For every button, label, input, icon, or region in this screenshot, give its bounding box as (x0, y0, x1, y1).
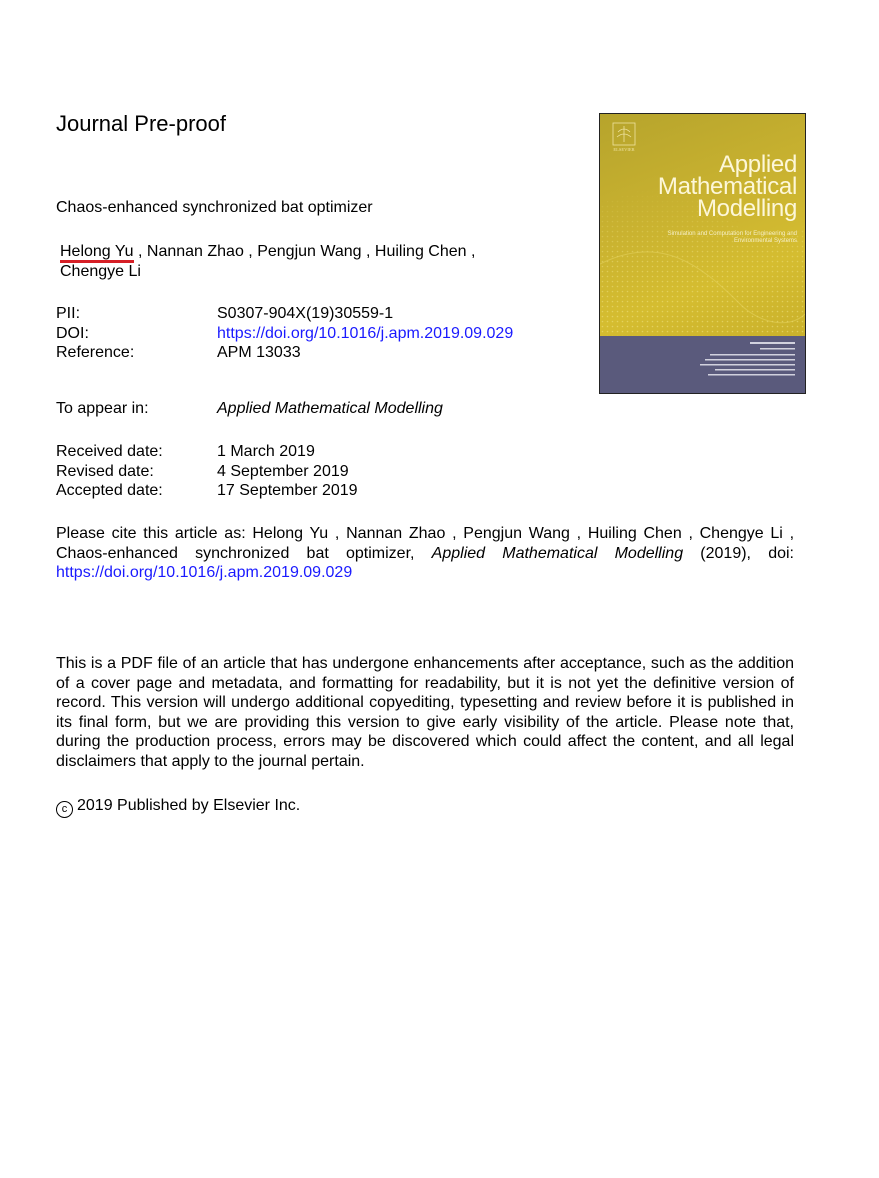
reference-value: APM 13033 (217, 344, 301, 361)
citation-author: Huiling Chen (587, 525, 682, 542)
revised-row (56, 462, 349, 482)
journal-cover-image (599, 113, 806, 394)
author-line-1 (60, 242, 510, 262)
doi-label: DOI: (56, 324, 89, 342)
author-name[interactable]: Chengye Li (60, 262, 141, 280)
received-label: Received date: (56, 443, 163, 460)
preproof-disclaimer: This is a PDF file of an article that has undergone enhancements after acceptance, such as the addition of a cover page and metadata, and formatting for readability, but it is not yet the definitive version of record. This version will undergo additional copyediting, typesetting and review before it is published in its final form, but we are providing this version to give early visibility of the article. Please note that, during the production process, errors may be discovered which could affect the content, and all legal disclaimers that apply to the journal pertain. (56, 655, 794, 770)
doi-row (56, 324, 513, 344)
accepted-row (56, 481, 358, 501)
received-row (56, 442, 315, 462)
author-separator: , (243, 243, 258, 260)
revised-label: Revised date: (56, 462, 154, 480)
citation-year-doi: (2019), doi: (700, 544, 794, 562)
appear-journal: Applied Mathematical Modelling (217, 400, 443, 417)
cover-title-line: Modelling (696, 195, 797, 222)
pii-row (56, 304, 393, 324)
author-name[interactable]: Helong Yu (60, 243, 134, 263)
author-separator: , (133, 243, 147, 260)
author-name[interactable]: Nannan Zhao (146, 243, 244, 260)
author-separator: , (361, 243, 375, 260)
citation-author: Pengjun Wang (463, 525, 570, 542)
revised-value: 4 September 2019 (217, 462, 349, 480)
cover-publisher: ELSEVIER (613, 147, 635, 152)
cover-editor-band (600, 336, 805, 393)
cover-journal-title (657, 151, 797, 222)
accepted-label: Accepted date: (56, 482, 163, 499)
citation-author: Nannan Zhao (346, 525, 446, 542)
citation-block: Please cite this article as: Helong Yu , Nannan Zhao , Pengjun Wang , Huiling Chen , Chengye Li , Chaos-enhanced synchronized bat optimizer, Applied Mathematical Modelling (2019), doi: https://doi.org/10.1016/j.apm.2019.09.029 (56, 525, 795, 581)
doi-link[interactable]: https://doi.org/10.1016/j.apm.2019.09.029 (217, 324, 514, 342)
accepted-value: 17 September 2019 (217, 482, 358, 499)
cover-editor-lines (600, 336, 805, 393)
journal-prestatus-label: Journal Pre-proof (56, 111, 226, 136)
received-value: 1 March 2019 (217, 443, 315, 460)
reference-row (56, 343, 301, 363)
cover-title-line: Mathematical (657, 173, 797, 200)
cover-title-line: Applied (719, 151, 797, 178)
copyright-line (56, 796, 300, 818)
citation-author: Helong Yu (252, 525, 329, 542)
author-separator: , (466, 243, 476, 260)
pii-value: S0307-904X(19)30559-1 (217, 305, 394, 322)
citation-doi-link[interactable]: https://doi.org/10.1016/j.apm.2019.09.029 (56, 564, 353, 581)
elsevier-logo-icon (612, 122, 636, 152)
article-title: Chaos-enhanced synchronized bat optimizer (56, 199, 373, 216)
cover-subtitle: Simulation and Computation for Engineering and Environmental Systems (667, 231, 797, 244)
citation-prefix: Please cite this article as: (56, 525, 246, 542)
author-name[interactable]: Pengjun Wang (257, 243, 362, 260)
citation-journal: Applied Mathematical Modelling (431, 544, 684, 562)
reference-label: Reference: (56, 344, 135, 361)
author-name[interactable]: Huiling Chen (374, 243, 467, 260)
citation-title: Chaos-enhanced synchronized bat optimizer, (56, 544, 415, 562)
copyright-icon: c (56, 801, 73, 818)
author-list (60, 242, 510, 281)
pii-label: PII: (56, 305, 81, 322)
appear-label: To appear in: (56, 400, 149, 417)
copyright-text: 2019 Published by Elsevier Inc. (77, 797, 301, 814)
author-line-2 (60, 262, 510, 282)
appear-row (56, 399, 443, 419)
citation-author: Chengye Li (699, 525, 783, 542)
